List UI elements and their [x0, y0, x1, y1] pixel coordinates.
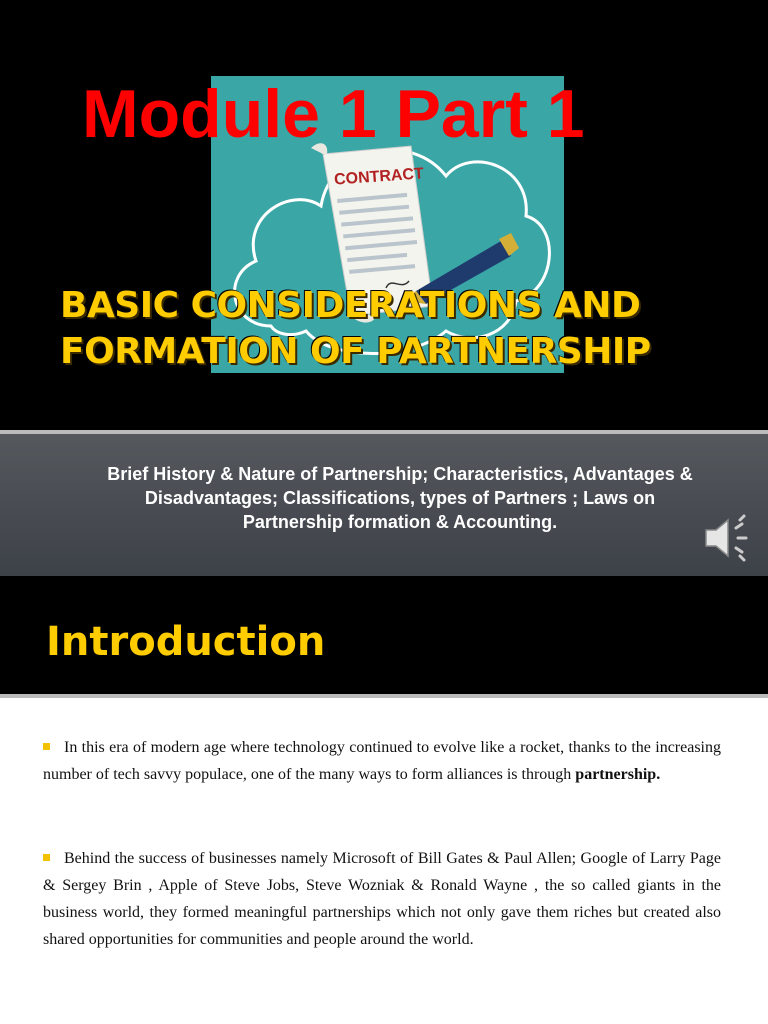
contract-label: CONTRACT — [333, 165, 425, 189]
section-heading: Introduction — [46, 619, 326, 665]
paragraph-2 — [43, 845, 721, 953]
speaker-icon[interactable] — [700, 510, 756, 571]
slide-subtitle: BASIC CONSIDERATIONS AND FORMATION OF PARTNERSHIP — [60, 285, 651, 372]
paragraph-1-text: In this era of modern age where technology continued to evolve like a rocket, thanks to the increasing number of tech savvy populace, one of the many ways to form alliances is through — [43, 739, 721, 783]
slide-title: Module 1 Part 1 — [82, 76, 585, 152]
bullet-icon — [43, 743, 50, 750]
summary-text: Brief History & Nature of Partnership; Characteristics, Advantages & Disadvantages; Classifications, types of Partners ; Laws on Partnership formation & Accounting. — [107, 464, 693, 532]
paragraph-1 — [43, 734, 721, 788]
paragraph-1-bold: partnership. — [575, 766, 661, 783]
bullet-icon — [43, 854, 50, 861]
paragraph-2-text: Behind the success of businesses namely Microsoft of Bill Gates & Paul Allen; Google of Larry Page & Sergey Brin , Apple of Steve Jobs, Steve Wozniak & Ronald Wayne , the so called giants in the business world, they formed meaningful partnerships which not only gave them riches but created also shared opportunities for communities and people around the world. — [43, 850, 721, 948]
